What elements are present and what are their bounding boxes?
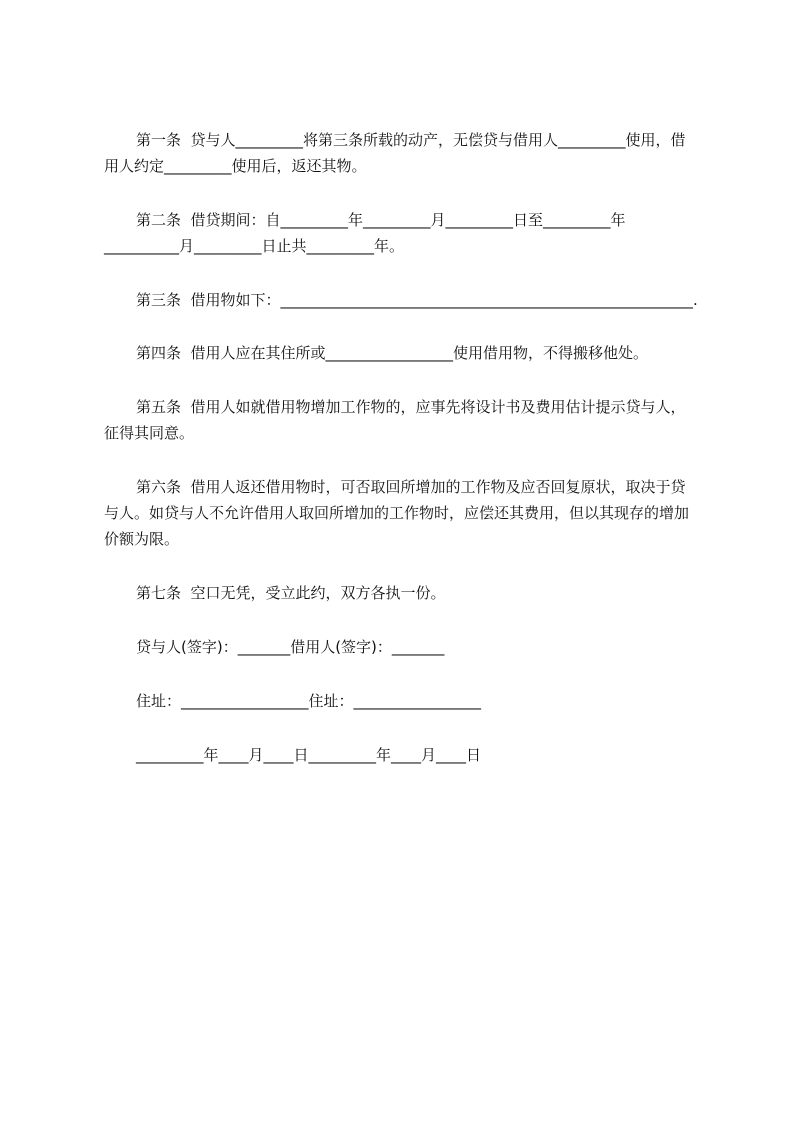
- article-3: 第三条 借用物如下：_______________________________________________________.: [136, 291, 698, 309]
- article-7: 第七条 空口无凭，受立此约，双方各执一份。: [136, 584, 446, 602]
- article-6: 第六条 借用人返还借用物时，可否取回所增加的工作物及应否回复原状，取决于贷与人。如贷与人不允许借用人取回所增加的工作物时，应偿还其费用，但以其现存的增加价额为限。: [104, 478, 690, 548]
- article-1: 第一条 贷与人_________将第三条所载的动产，无偿贷与借用人_________使用，借用人约定_________使用后，返还其物。: [104, 131, 686, 175]
- address-line: 住址：_________________住址：_________________: [136, 692, 482, 710]
- signature-line: 贷与人(签字)：_______借用人(签字)：_______: [136, 638, 445, 656]
- date-line: _________年____月____日_________年____月____日: [136, 746, 482, 764]
- article-2: 第二条 借贷期间：自_________年_________月_________日至_________年__________月_________日止共_________年。: [104, 211, 626, 255]
- article-4: 第四条 借用人应在其住所或_________________使用借用物，不得搬移他处。: [136, 344, 649, 362]
- article-5: 第五条 借用人如就借用物增加工作物的，应事先将设计书及费用估计提示贷与人，征得其同意。: [104, 398, 686, 442]
